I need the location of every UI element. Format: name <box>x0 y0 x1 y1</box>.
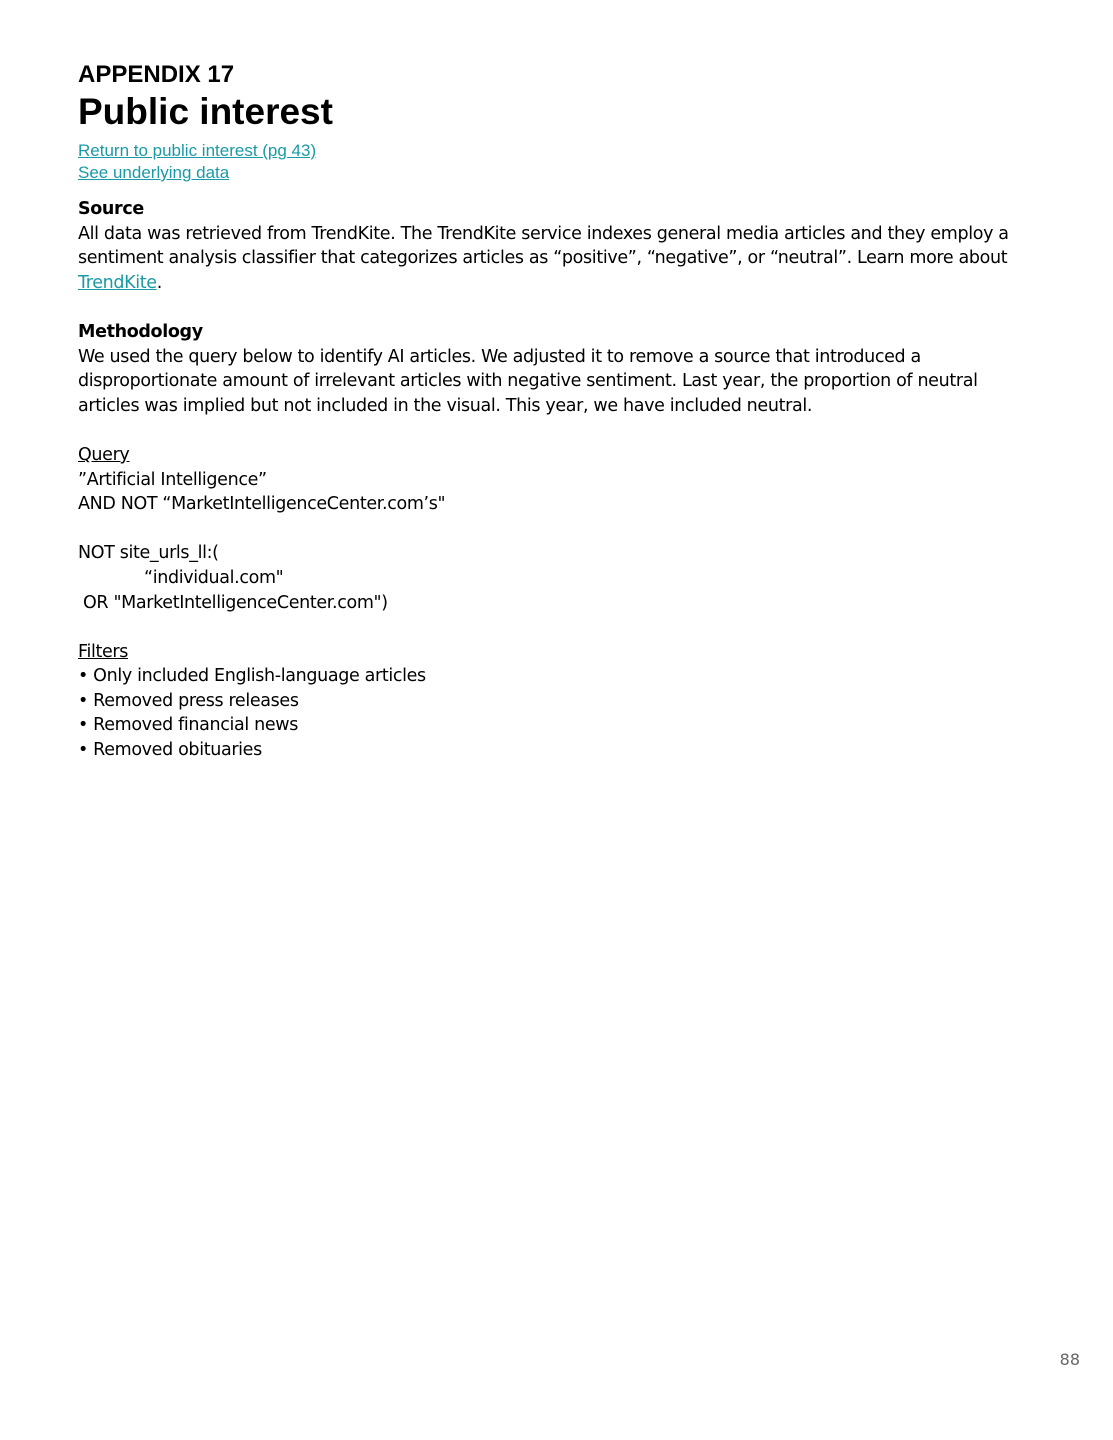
return-link[interactable]: Return to public interest (pg 43) <box>78 141 317 160</box>
appendix-label: APPENDIX 17 <box>78 61 235 88</box>
methodology-heading: Methodology <box>78 321 203 342</box>
source-heading: Source <box>78 199 144 219</box>
filters-heading: Filters <box>78 641 129 662</box>
body-text <box>78 197 1038 763</box>
source-text-end: . <box>156 272 162 293</box>
spacer <box>78 615 1038 640</box>
query-line: NOT site_urls_ll:( <box>78 543 219 564</box>
query-line: ”Artificial Intelligence” <box>78 469 267 490</box>
page-title: Public interest <box>78 91 333 132</box>
spacer <box>78 517 1038 542</box>
query-line: “individual.com" <box>144 567 284 588</box>
source-text: All data was retrieved from TrendKite. The TrendKite service indexes general media articles and they employ a sentiment analysis classifier that categorizes articles as “positive”, “negative”, or “neutral”. Learn more about <box>78 223 1009 269</box>
filter-item: • Removed press releases <box>78 690 299 711</box>
query-heading: Query <box>78 444 130 465</box>
query-line: OR "MarketIntelligenceCenter.com") <box>83 592 388 613</box>
filter-item: • Removed financial news <box>78 715 299 736</box>
filter-item: • Only included English-language articles <box>78 666 426 687</box>
query-line: AND NOT “MarketIntelligenceCenter.com’s" <box>78 494 446 515</box>
underlying-data-link[interactable]: See underlying data <box>78 163 230 182</box>
spacer <box>78 295 1038 320</box>
spacer <box>78 418 1038 443</box>
page-number: 88 <box>1059 1350 1080 1369</box>
filter-item: • Removed obituaries <box>78 740 262 761</box>
trendkite-link[interactable]: TrendKite <box>78 272 157 293</box>
methodology-paragraph: We used the query below to identify AI articles. We adjusted it to remove a source that introduced a disproportionate amount of irrelevant articles with negative sentiment. Last year, the proportion of neutral articles was implied but not included in the visual. This year, we have included neutral. <box>78 346 978 416</box>
appendix-content <box>78 60 1038 763</box>
nav-links <box>78 140 1038 184</box>
source-paragraph <box>78 222 1038 296</box>
filters-list <box>78 664 1038 762</box>
